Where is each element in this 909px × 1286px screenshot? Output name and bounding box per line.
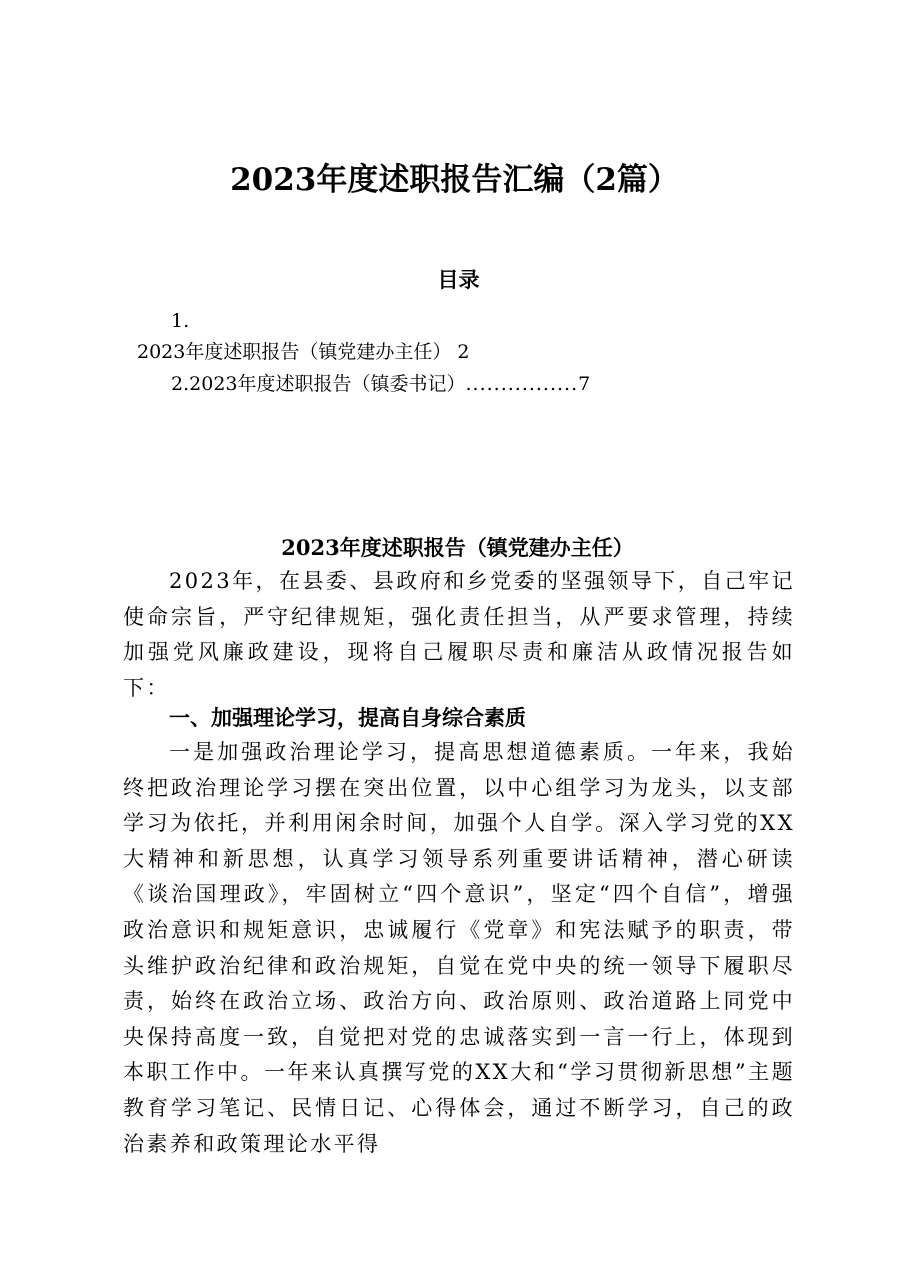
toc-item-1-number[interactable]: 1.: [171, 310, 190, 332]
toc-item-2-number: 2.: [171, 373, 190, 395]
toc-heading: 目录: [437, 267, 480, 292]
toc-item-2[interactable]: [171, 369, 590, 399]
section-body-paragraph: 一是加强政治理论学习，提高思想道德素质。一年来，我始终把政治理论学习摆在突出位置，以中心组学习为龙头，以支部学习为依托，并利用闲余时间，加强个人自学。深入学习党的XX大精神和新思想，认真学习领导系列重要讲话精神，潜心研读《谈治国理政》，牢固树立“四个意识”，坚定“四个自信”，增强政治意识和规矩意识，忠诚履行《党章》和宪法赋予的职责，带头维护政治纪律和政治规矩，自觉在党中央的统一领导下履职尽责，始终在政治立场、政治方向、政治原则、政治道路上同党中央保持高度一致，自觉把对党的忠诚落实到一言一行上，体现到本职工作中。一年来认真撰写党的XX大和“学习贯彻新思想”主题教育学习笔记、民情日记、心得体会，通过不断学习，自己的政治素养和政策理论水平得: [123, 740, 795, 1156]
toc-item-2-page: 7: [578, 373, 591, 395]
section-title: 2023年度述职报告（镇党建办主任）: [281, 535, 634, 560]
toc-item-2-text: 2023年度述职报告（镇委书记）: [189, 373, 466, 395]
document-title: 2023年度述职报告汇编（2篇）: [230, 162, 679, 198]
section-intro-paragraph: 2023年，在县委、县政府和乡党委的坚强领导下，自己牢记使命宗旨，严守纪律规矩，强化责任担当，从严要求管理，持续加强党风廉政建设，现将自己履职尽责和廉洁从政情况报告如下：: [123, 569, 795, 700]
section-subheading: 一、加强理论学习，提高自身综合素质: [169, 705, 526, 730]
toc-item-1-text[interactable]: 2023年度述职报告（镇党建办主任） 2: [137, 341, 470, 363]
toc-item-2-leader-dots: ................: [465, 373, 579, 395]
